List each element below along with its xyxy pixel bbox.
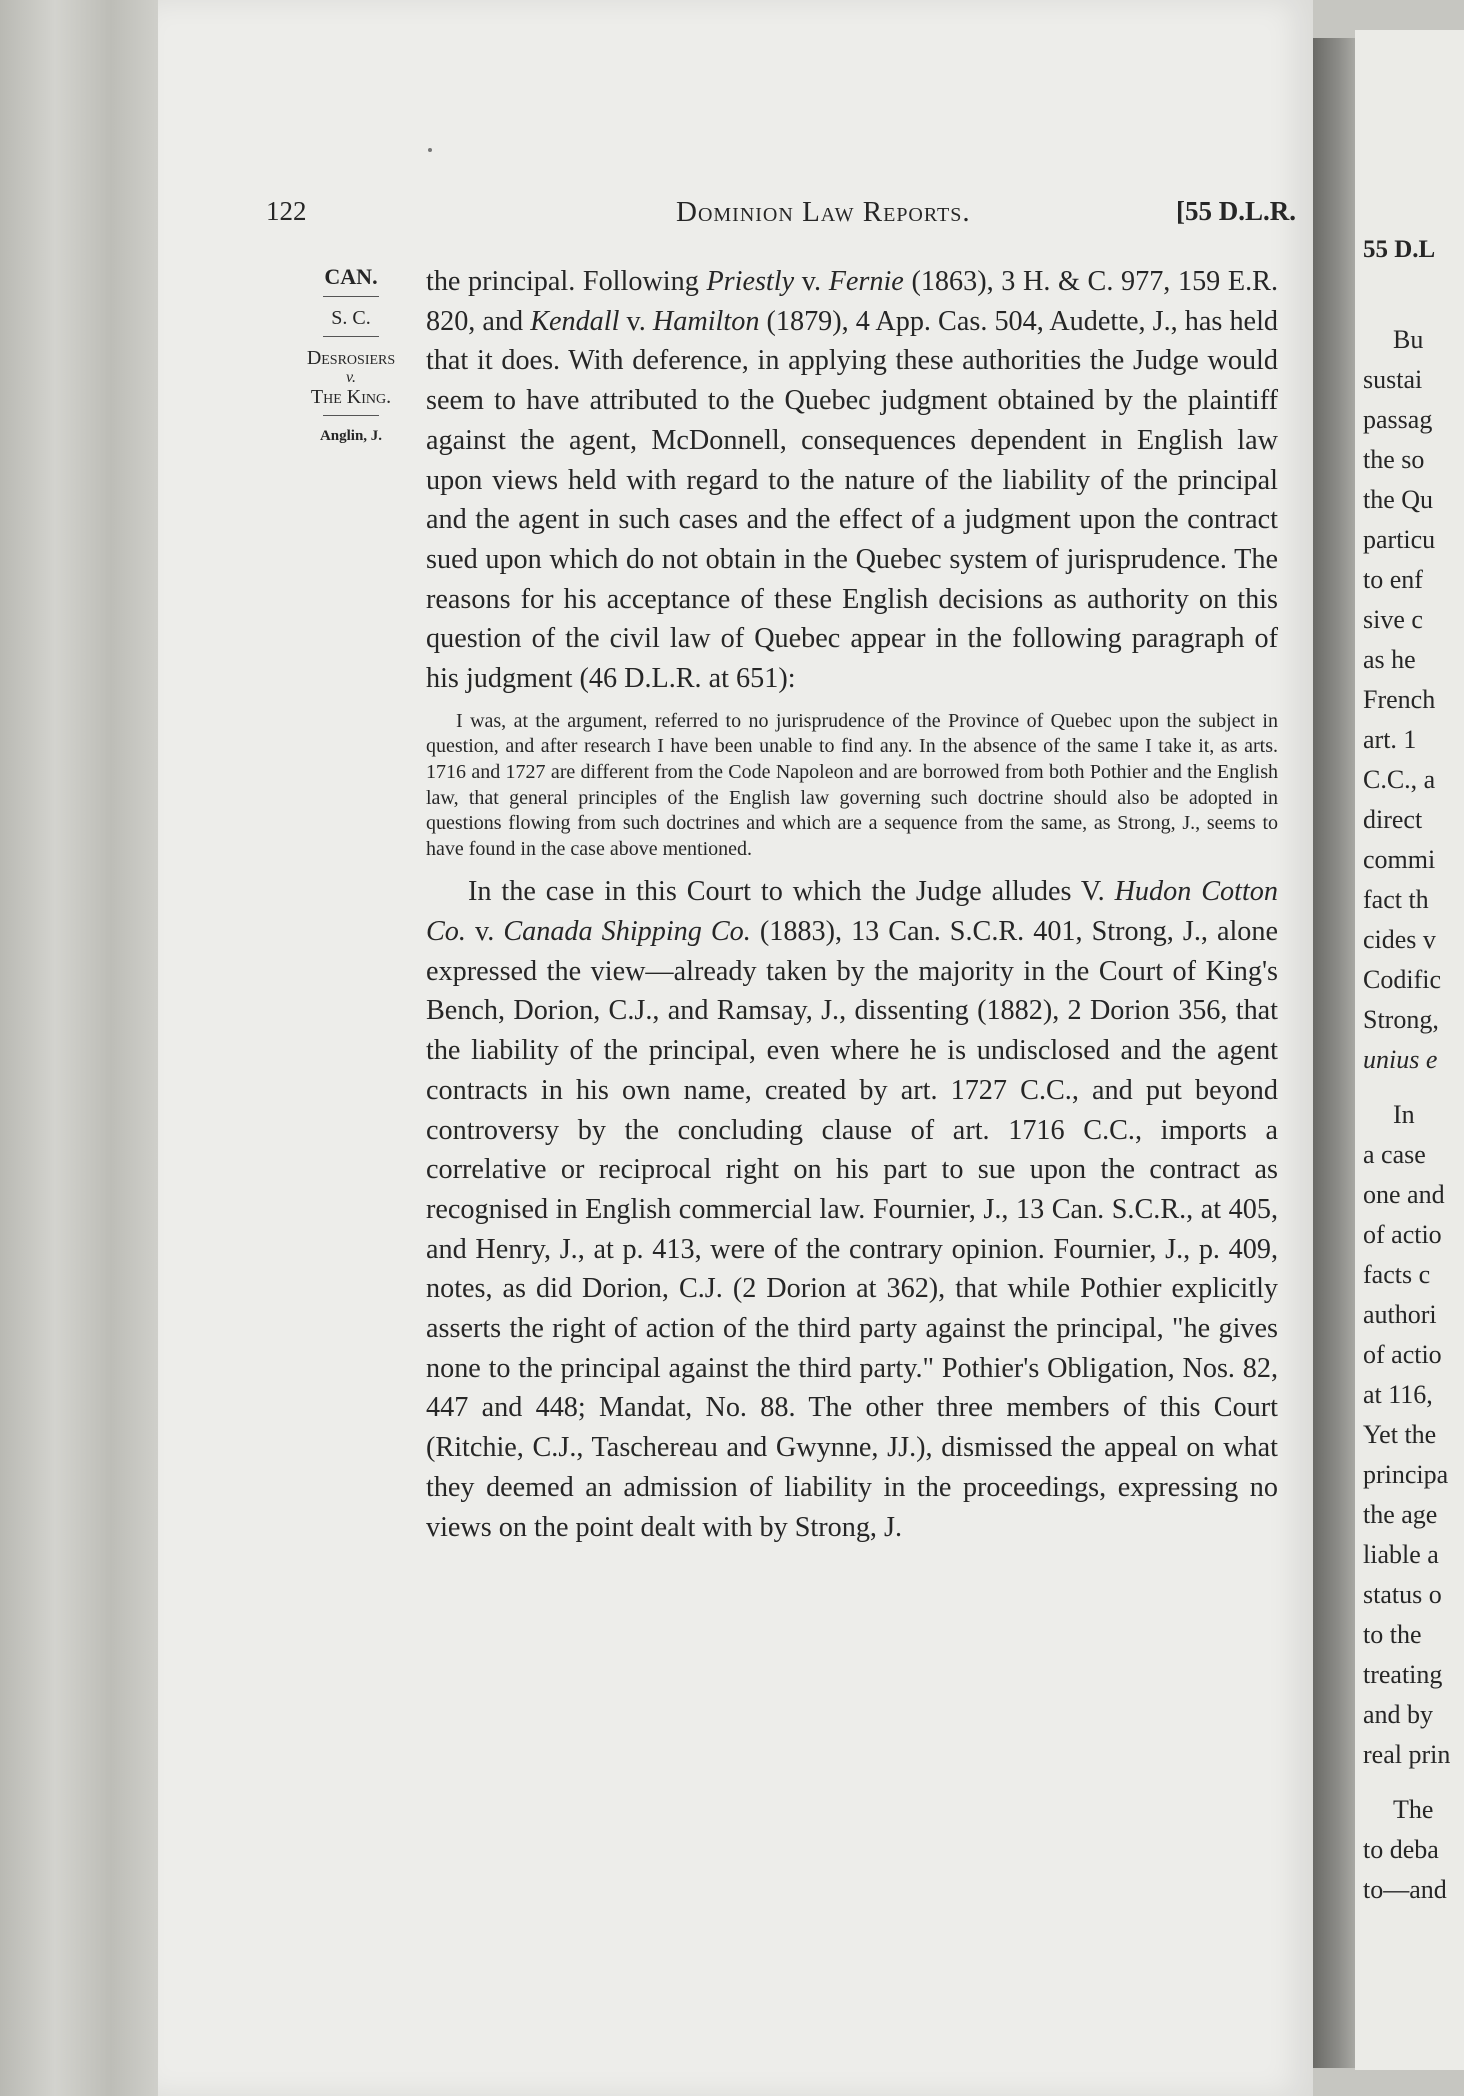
facing-page-line: the Qu [1363,485,1434,514]
speck [428,148,432,152]
facing-page-line: treating [1363,1660,1443,1689]
facing-page-line: authori [1363,1300,1437,1329]
margin-rule [323,415,379,416]
facing-page-line: cides v [1363,925,1436,954]
facing-page-line: real prin [1363,1740,1451,1769]
facing-page-line: to the [1363,1620,1422,1649]
facing-page-line: unius e [1363,1045,1438,1074]
case-name: Hudon Cotton Co. [426,876,1278,947]
facing-page-line: and by [1363,1700,1434,1729]
facing-page-line: status o [1363,1580,1442,1609]
case-name: Priestly [706,266,795,297]
running-title: Dominion Law Reports. [676,196,971,228]
page-content [158,0,1313,2096]
facing-page-line: sive c [1363,605,1423,634]
facing-page-line: to deba [1363,1835,1439,1864]
body-text [426,262,1278,1547]
page-header [266,196,1296,236]
facing-page-line: The [1393,1795,1434,1824]
case-name: Kendall [530,305,620,337]
facing-page-line: art. 1 [1363,725,1417,754]
facing-page-line: at 116, [1363,1380,1433,1409]
paragraph-1 [426,262,1278,699]
facing-page-line: direct [1363,805,1423,834]
facing-page-line: sustai [1363,365,1423,394]
paragraph-2 [426,872,1278,1547]
text-run: v. [619,305,653,337]
volume-reference: [55 D.L.R. [1176,196,1296,226]
case-name: Fernie [828,266,904,297]
facing-page-line: Strong, [1363,1005,1439,1034]
margin-jurisdiction: CAN. [324,264,378,289]
facing-page-line: fact th [1363,885,1429,914]
margin-rule [323,336,379,337]
margin-rule [323,296,379,297]
facing-page-line: of actio [1363,1220,1442,1249]
facing-page-line: to—and [1363,1875,1447,1904]
margin-versus: v. [346,369,356,386]
facing-page [1355,30,1464,2070]
facing-page-line: as he [1363,645,1416,674]
book-spine-edge [0,0,158,2096]
facing-page-line: C.C., a [1363,765,1436,794]
facing-page-line: Yet the [1363,1420,1437,1449]
facing-page-line: particu [1363,525,1436,554]
case-name: Hamilton [652,305,760,337]
facing-page-line: a case [1363,1140,1426,1169]
facing-page-line: to enf [1363,565,1423,594]
text-run: v. [794,266,829,297]
margin-judge: Anglin, J. [319,428,383,444]
text-run: In the case in this Court to which the Judge alludes V. [468,876,1115,908]
facing-page-line: principa [1363,1460,1449,1489]
margin-court: S. C. [331,307,371,329]
text-run: (1883), 13 Can. S.C.R. 401, Strong, J., alone expressed the view—already taken by the majority in the Court of King's Bench, Dorion, C.J., and Ramsay, J., dissenting (1882), 2 Dorion 356, that the liability of the principal, even where he is undisclosed and the agent contracts in his own name, created by art. 1727 C.C., and put beyond controversy by the concluding clause of art. 1716 C.C., imports a correlative or reciprocal right on his part to sue upon the contract as recognised in English commercial law. Fournier, J., 13 Can. S.C.R., at 405, and Henry, J., at p. 413, were of the contrary opinion. Fournier, J., p. 409, notes, as did Dorion, C.J. (2 Dorion at 362), that while Pothier explicitly asserts the right of action of the third party against the principal, "he gives none to the principal against the third party." Pothier's Obligation, Nos. 82, 447 and 448; Mandat, No. 88. The other three members of this Court (Ritchie, C.J., Taschereau and Gwynne, JJ.), dismissed the appeal on what they deemed an admission of liability in the proceedings, expressing no views on the point dealt with by Strong, J. [426,916,1278,1543]
facing-page-line: liable a [1363,1540,1439,1569]
facing-page-header: 55 D.L [1363,236,1436,263]
facing-page-line: the so [1363,445,1425,474]
facing-page-line: In [1393,1100,1415,1129]
text-run: the principal. Following [426,266,707,297]
margin-party-1: Desrosiers [306,347,396,369]
case-name: Canada Shipping Co. [503,916,751,947]
text-run: v. [465,916,504,947]
facing-page-line: the age [1363,1500,1438,1529]
text-run: (1863), 3 H. & C. 977, 159 E.R. 820, and [426,266,1278,337]
facing-page-line: passag [1363,405,1433,434]
facing-page-line: one and [1363,1180,1445,1209]
facing-page-line: commi [1363,845,1436,874]
facing-page-line: facts c [1363,1260,1431,1289]
page-number: 122 [266,196,307,226]
margin-party-2: The King. [310,386,392,408]
facing-page-line: of actio [1363,1340,1442,1369]
facing-page-line: Codific [1363,965,1441,994]
page-gutter-shadow [1313,38,1355,2068]
facing-page-line: French [1363,685,1436,714]
block-quote: I was, at the argument, referred to no jurisprudence of the Province of Quebec upon the subject in question, and after research I have been unable to find any. In the absence of the same I take it, as arts. 1716 and 1727 are different from the Code Napoleon and are borrowed from both Pothier and the English law, that general principles of the English law governing such doctrine should also be adopted in questions flowing from such doctrines and which are a sequence from the same, as Strong, J., seems to have found in the case above mentioned. [426,709,1278,860]
text-run: (1879), 4 App. Cas. 504, Audette, J., has held that it does. With deference, in applying these authorities the Judge would seem to have attributed to the Quebec judgment obtained by the plaintiff against the agent, McDonnell, consequences dependent in English law upon views held with regard to the nature of the liability of the principal and the agent in such cases and the effect of a judgment upon the contract sued upon which do not obtain in the Quebec system of jurisprudence. The reasons for his acceptance of these English decisions as authority on this question of the civil law of Quebec appear in the following paragraph of his judgment (46 D.L.R. at 651): [426,305,1278,695]
facing-page-line: Bu [1393,325,1424,354]
margin-notes [266,264,436,445]
